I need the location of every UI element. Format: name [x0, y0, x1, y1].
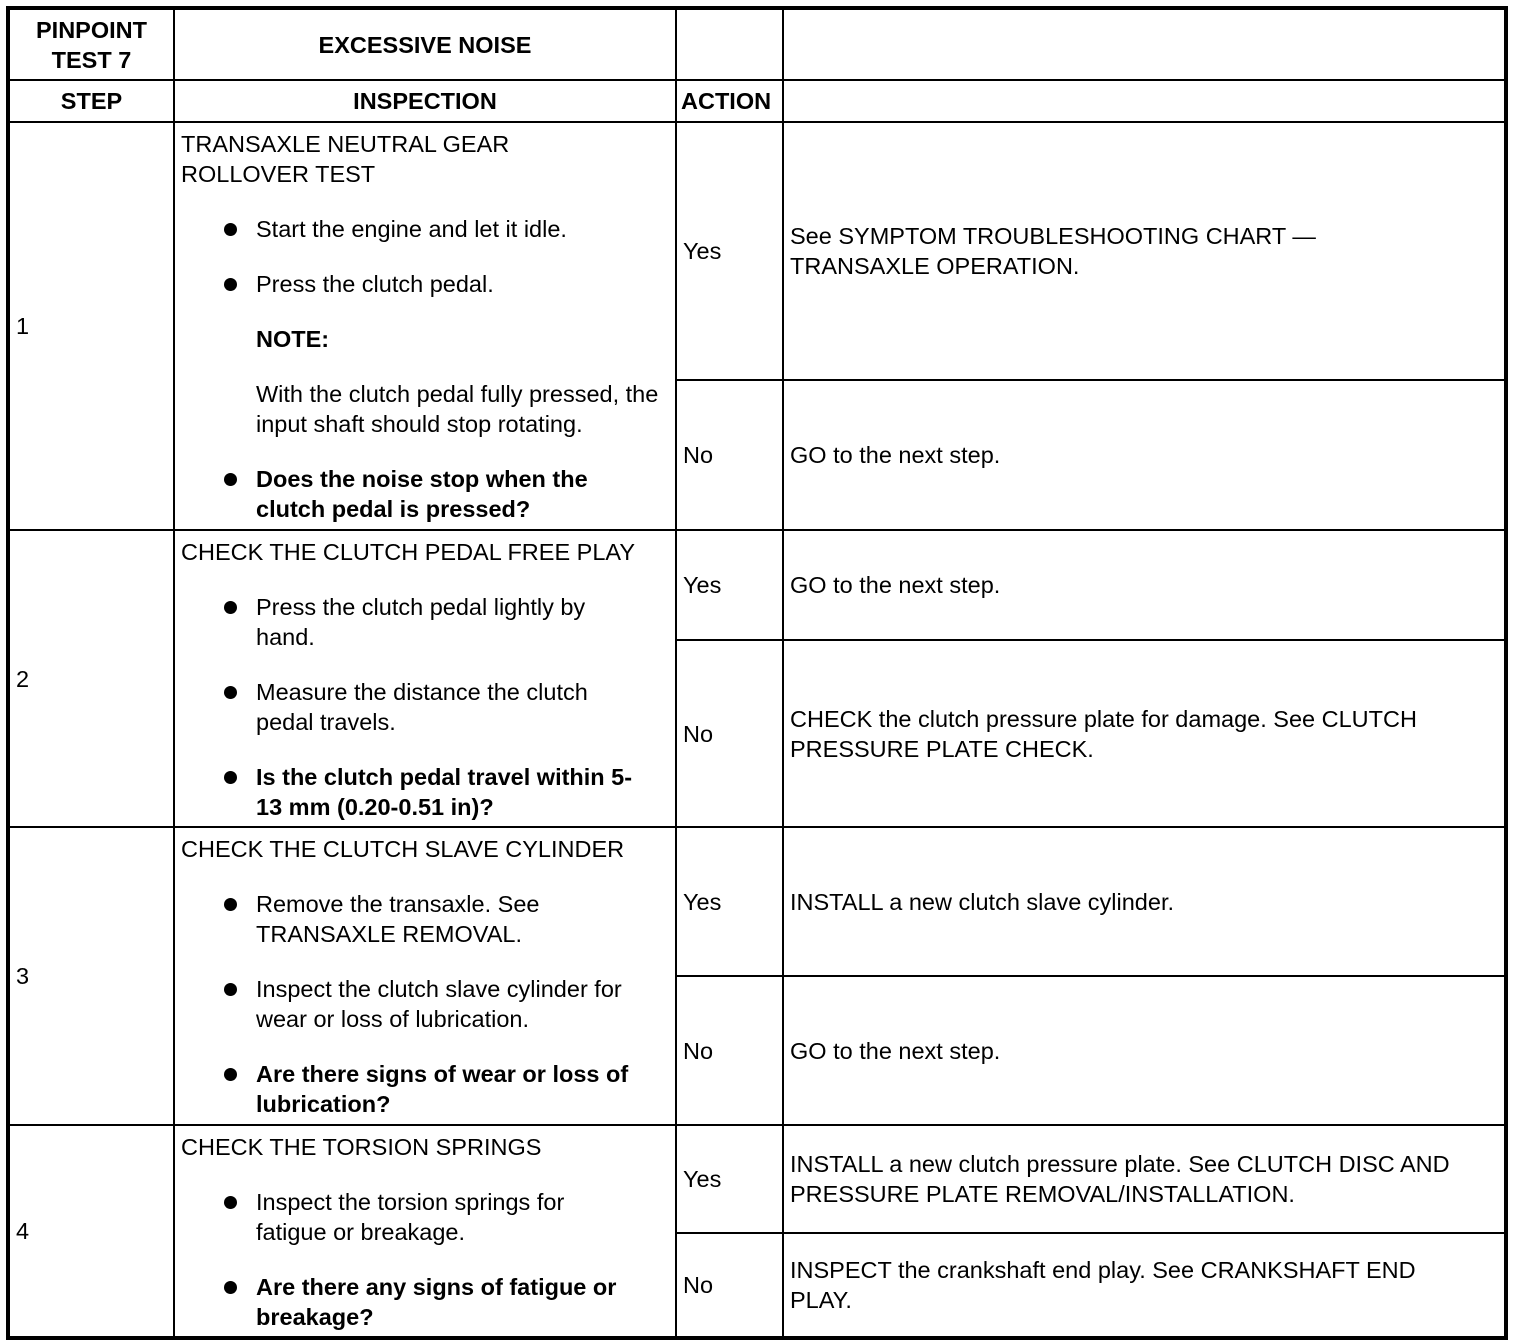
yes-action: GO to the next step. — [783, 530, 1506, 640]
step-2-yes-row — [8, 530, 1506, 640]
no-action: CHECK the clutch pressure plate for damage. See CLUTCH PRESSURE PLATE CHECK. — [783, 640, 1506, 827]
bullet-item: Press the clutch pedal lightly by hand. — [181, 592, 669, 652]
bullet-icon — [224, 898, 237, 911]
pinpoint-label: PINPOINT TEST 7 — [8, 8, 174, 80]
title-empty-cell — [676, 8, 783, 80]
question-item: Are there any signs of fatigue or breakage? — [181, 1272, 669, 1332]
bullet-icon — [224, 278, 237, 291]
question-item: Are there signs of wear or loss of lubrication? — [181, 1059, 669, 1119]
bullet-item: Measure the distance the clutch pedal travels. — [181, 677, 669, 737]
no-label: No — [676, 1233, 783, 1339]
bullet-icon — [224, 983, 237, 996]
bullet-icon — [224, 1196, 237, 1209]
step-number: 2 — [8, 530, 174, 827]
bullet-icon — [224, 686, 237, 699]
bullet-item: Inspect the clutch slave cylinder for wear or loss of lubrication. — [181, 974, 669, 1034]
no-action: INSPECT the crankshaft end play. See CRANKSHAFT END PLAY. — [783, 1233, 1506, 1339]
yes-label: Yes — [676, 530, 783, 640]
col-action-header: ACTION — [676, 80, 783, 122]
yes-label: Yes — [676, 827, 783, 976]
step-number: 4 — [8, 1125, 174, 1338]
note-label: NOTE: — [256, 326, 330, 352]
bullet-icon — [224, 601, 237, 614]
bullet-icon — [224, 1068, 237, 1081]
bullet-item: Start the engine and let it idle. — [181, 214, 669, 244]
test-title: EXCESSIVE NOISE — [174, 8, 676, 80]
bullet-icon — [224, 1281, 237, 1294]
no-label: No — [676, 380, 783, 530]
col-empty-header — [783, 80, 1506, 122]
step-title: CHECK THE CLUTCH PEDAL FREE PLAY — [181, 539, 636, 565]
step-number: 1 — [8, 122, 174, 530]
no-label: No — [676, 976, 783, 1125]
step-2-inspection — [174, 530, 676, 827]
step-3-inspection — [174, 827, 676, 1125]
step-1-inspection — [174, 122, 676, 530]
bullet-item: Press the clutch pedal. — [181, 269, 669, 299]
bullet-icon — [224, 223, 237, 236]
yes-action: INSTALL a new clutch slave cylinder. — [783, 827, 1506, 976]
no-action: GO to the next step. — [783, 380, 1506, 530]
step-title: CHECK THE TORSION SPRINGS — [181, 1134, 542, 1160]
no-label: No — [676, 640, 783, 827]
step-3-yes-row — [8, 827, 1506, 976]
yes-action: See SYMPTOM TROUBLESHOOTING CHART — TRANSAXLE OPERATION. — [783, 122, 1506, 380]
col-step-header: STEP — [8, 80, 174, 122]
pinpoint-test-table — [6, 6, 1508, 1340]
column-header-row — [8, 80, 1506, 122]
yes-action: INSTALL a new clutch pressure plate. See CLUTCH DISC AND PRESSURE PLATE REMOVAL/INSTALLATION. — [783, 1125, 1506, 1233]
bullet-icon — [224, 473, 237, 486]
title-row — [8, 8, 1506, 80]
step-number: 3 — [8, 827, 174, 1125]
question-item: Does the noise stop when the clutch pedal is pressed? — [181, 464, 669, 524]
bullet-item: Remove the transaxle. See TRANSAXLE REMOVAL. — [181, 889, 669, 949]
step-1-yes-row — [8, 122, 1506, 380]
step-title: TRANSAXLE NEUTRAL GEAR ROLLOVER TEST — [181, 131, 510, 187]
yes-label: Yes — [676, 1125, 783, 1233]
bullet-icon — [224, 771, 237, 784]
col-inspection-header: INSPECTION — [174, 80, 676, 122]
title-empty-cell-2 — [783, 8, 1506, 80]
step-4-inspection — [174, 1125, 676, 1338]
no-action: GO to the next step. — [783, 976, 1506, 1125]
yes-label: Yes — [676, 122, 783, 380]
step-title: CHECK THE CLUTCH SLAVE CYLINDER — [181, 836, 625, 862]
bullet-item: Inspect the torsion springs for fatigue or breakage. — [181, 1187, 669, 1247]
step-4-yes-row — [8, 1125, 1506, 1233]
question-item: Is the clutch pedal travel within 5-13 mm (0.20-0.51 in)? — [181, 762, 669, 822]
note-text: With the clutch pedal fully pressed, the input shaft should stop rotating. — [256, 381, 659, 437]
